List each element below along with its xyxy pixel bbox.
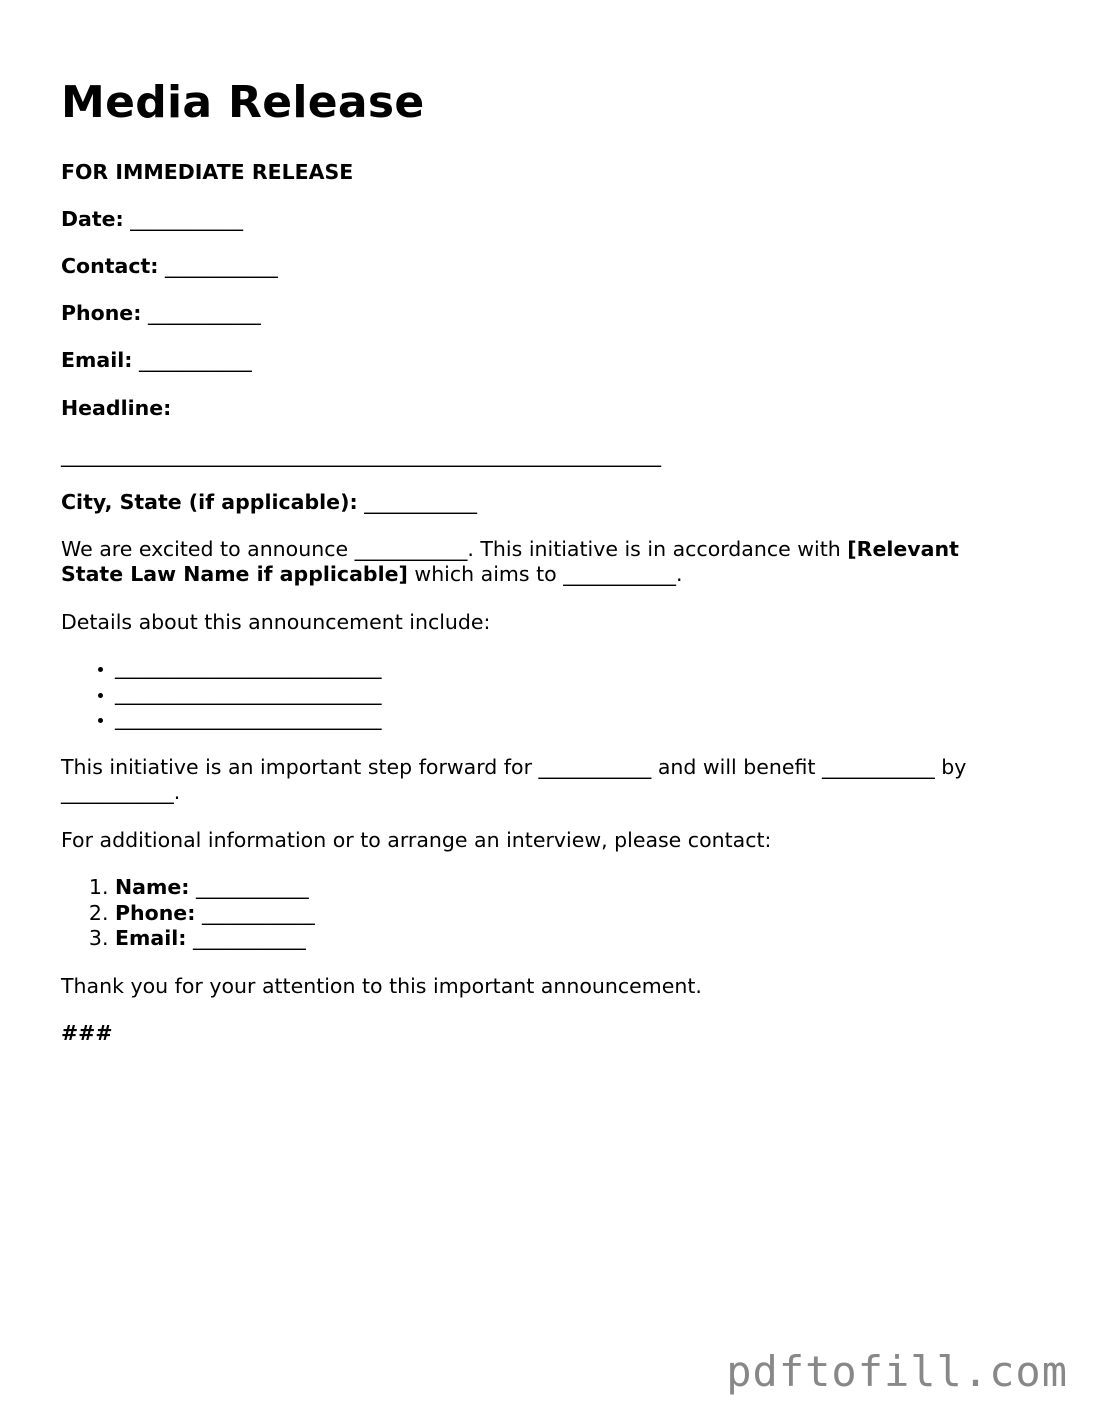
forward-blank[interactable]: ___________ — [538, 755, 652, 779]
details-list — [61, 655, 382, 732]
phone-blank[interactable]: ___________ — [147, 301, 261, 325]
date-label: Date: — [61, 207, 124, 231]
contact-name-blank[interactable]: ___________ — [195, 875, 309, 899]
list-item — [115, 901, 315, 927]
page-title: Media Release — [61, 77, 425, 128]
contact-blank[interactable]: ___________ — [165, 254, 278, 278]
email-blank[interactable]: ___________ — [138, 348, 252, 372]
initiative-text-3: by — [941, 755, 967, 779]
city-state-label: City, State (if applicable): — [61, 490, 358, 514]
list-item — [115, 926, 315, 952]
aims-blank[interactable]: ___________ — [563, 562, 676, 586]
contact-phone-label: Phone: — [115, 900, 196, 925]
list-item — [115, 875, 315, 901]
thanks-text: Thank you for your attention to this important announcement. — [61, 974, 702, 998]
benefit-blank[interactable]: ___________ — [821, 755, 935, 779]
announce-end: . — [675, 562, 683, 586]
phone-field — [61, 300, 261, 326]
contact-intro: For additional information or to arrange an interview, please contact: — [61, 828, 772, 852]
initiative-text-1: This initiative is an important step forward for — [61, 755, 532, 779]
contact-list — [61, 875, 315, 952]
list-item — [115, 706, 382, 732]
headline-label: Headline: — [61, 396, 172, 420]
city-state-field — [61, 489, 477, 515]
detail-blank[interactable]: __________________________ — [115, 655, 382, 679]
email-label: Email: — [61, 348, 133, 372]
end-mark: ### — [61, 1021, 113, 1045]
contact-field — [61, 253, 278, 279]
phone-label: Phone: — [61, 301, 142, 325]
initiative-end: . — [173, 780, 181, 804]
contact-name-label: Name: — [115, 875, 190, 899]
detail-blank[interactable]: __________________________ — [115, 706, 382, 730]
contact-phone-blank[interactable]: ___________ — [201, 900, 315, 925]
release-note: FOR IMMEDIATE RELEASE — [61, 160, 354, 184]
announcement-paragraph — [61, 537, 1021, 587]
watermark: pdftofill.com — [726, 1347, 1068, 1396]
law-name: [Relevant State Law Name if applicable] — [61, 537, 959, 586]
headline-blank[interactable]: ____________________________________________________________ — [61, 443, 661, 467]
list-item — [115, 681, 382, 707]
by-blank[interactable]: ___________ — [61, 780, 174, 804]
announce-blank[interactable]: ___________ — [354, 537, 468, 561]
email-field — [61, 347, 252, 373]
announce-text-1: We are excited to announce — [61, 537, 349, 561]
details-intro: Details about this announcement include: — [61, 610, 491, 634]
date-field — [61, 206, 243, 232]
announce-text-2: . This initiative is in accordance with — [467, 537, 841, 561]
announce-text-3: which aims to — [414, 562, 557, 586]
contact-email-label: Email: — [115, 926, 187, 950]
contact-email-blank[interactable]: ___________ — [192, 926, 306, 950]
contact-label: Contact: — [61, 254, 159, 278]
initiative-text-2: and will benefit — [657, 755, 816, 779]
city-state-blank[interactable]: ___________ — [364, 490, 477, 514]
list-item — [115, 655, 382, 681]
initiative-paragraph — [61, 755, 1021, 805]
date-blank[interactable]: ___________ — [130, 207, 244, 231]
detail-blank[interactable]: __________________________ — [115, 680, 382, 705]
